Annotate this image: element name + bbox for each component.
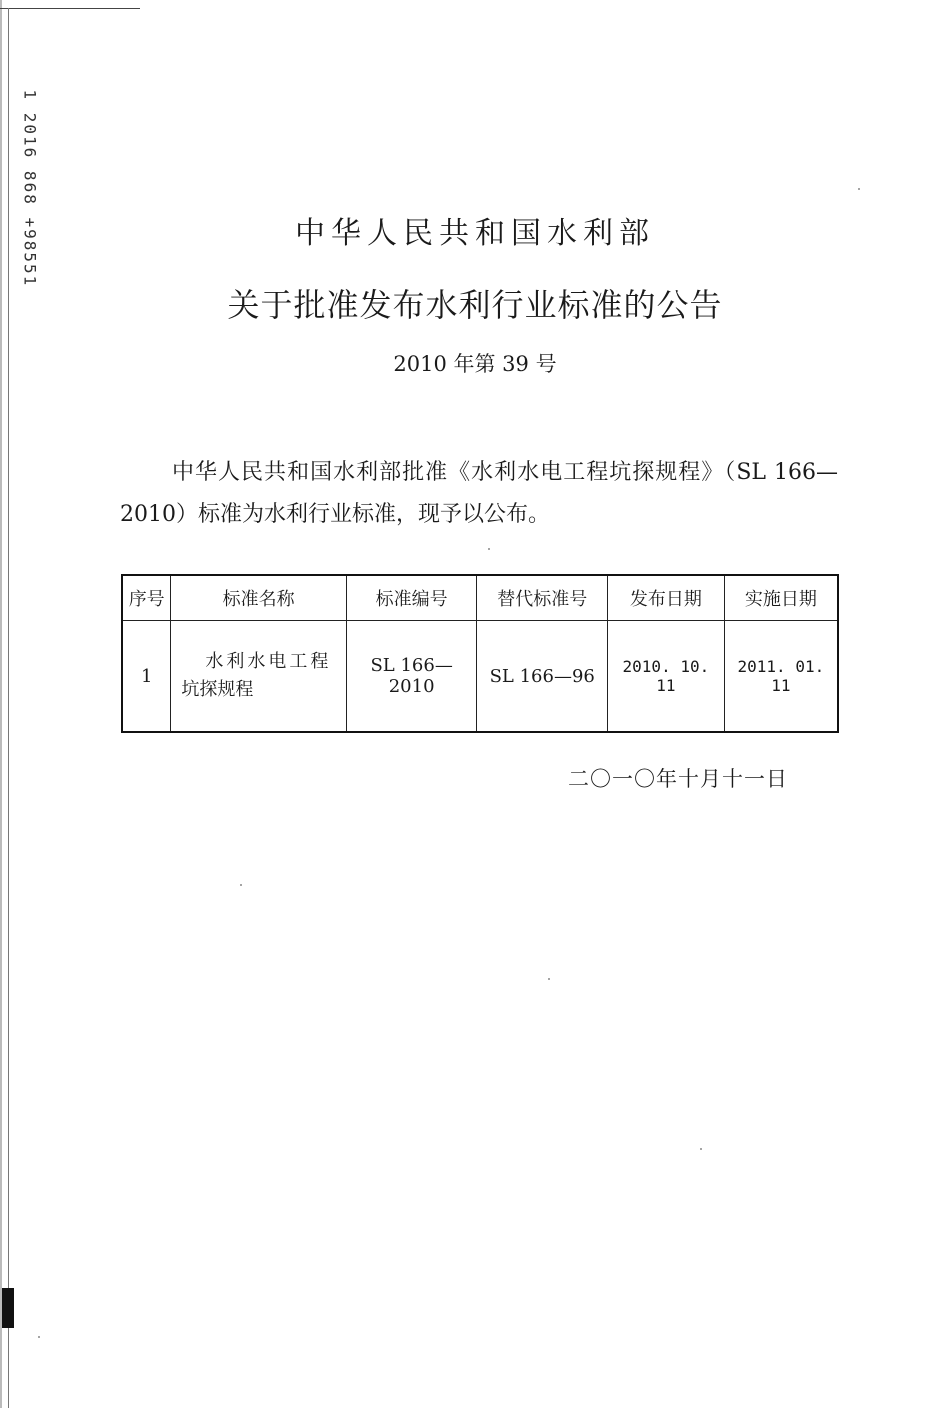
scan-top-line — [0, 8, 140, 9]
scan-blob — [2, 1288, 14, 1328]
issuer-title: 中华人民共和国水利部 — [295, 216, 655, 251]
cell-name — [171, 621, 346, 733]
scan-speck — [858, 188, 860, 190]
spine-text: 1 2016 868 +98551 — [20, 89, 40, 288]
cell-name-line1: 水利水电工程 — [205, 651, 332, 672]
cell-index: 1 — [122, 621, 171, 733]
col-header-effective-date: 实施日期 — [724, 575, 838, 621]
standards-table — [121, 574, 839, 733]
col-header-name: 标准名称 — [171, 575, 346, 621]
table-row — [122, 621, 838, 733]
announcement-body: 中华人民共和国水利部批准《水利水电工程坑探规程》（SL 166—2010）标准为水利行业标准，现予以公布。 — [120, 460, 838, 527]
col-header-replaces: 替代标准号 — [477, 575, 608, 621]
col-header-index: 序号 — [122, 575, 171, 621]
signature-date: 二〇一〇年十月十一日 — [568, 767, 788, 791]
announcement-title: 关于批准发布水利行业标准的公告 — [227, 286, 723, 324]
col-header-code: 标准编号 — [346, 575, 477, 621]
scan-speck — [700, 1148, 702, 1150]
cell-issue-date: 2010. 10. 11 — [608, 621, 725, 733]
cell-replaces: SL 166—96 — [477, 621, 608, 733]
scan-speck — [488, 548, 490, 550]
cell-code: SL 166—2010 — [346, 621, 477, 733]
scan-speck — [38, 1336, 40, 1338]
scan-speck — [548, 978, 550, 980]
document-number: 2010 年第 39 号 — [393, 352, 557, 376]
col-header-issue-date: 发布日期 — [608, 575, 725, 621]
cell-effective-date: 2011. 01. 11 — [724, 621, 838, 733]
scan-speck — [240, 884, 242, 886]
table-header-row — [122, 575, 838, 621]
cell-name-line2: 坑探规程 — [181, 679, 254, 700]
